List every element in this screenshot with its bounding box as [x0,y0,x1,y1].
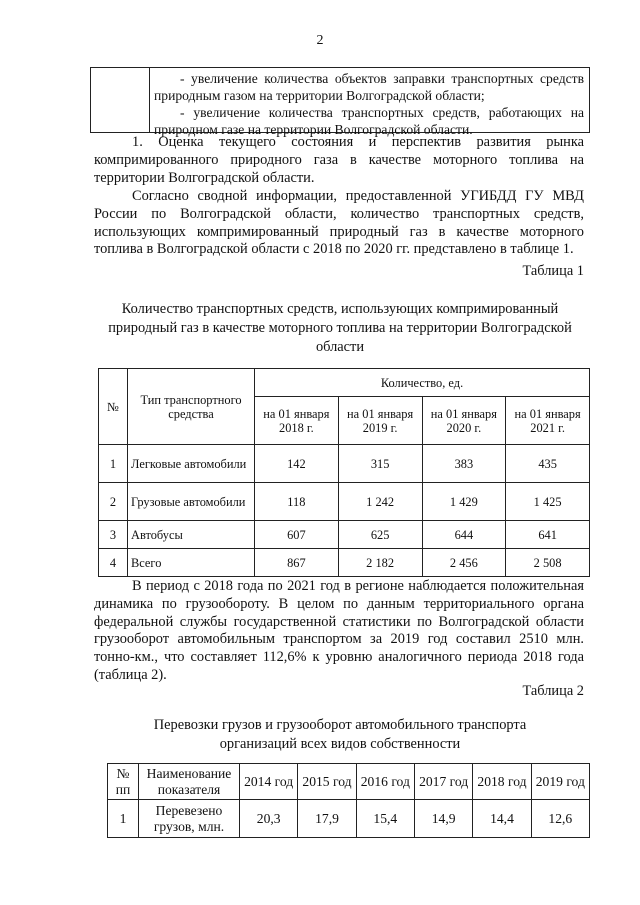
header-cell: Наименование показателя [139,764,240,800]
cell: 383 [422,445,506,483]
header-cell: 2015 год [298,764,356,800]
paragraph: В период с 2018 года по 2021 год в регионе наблюдается положительная динамика по грузообороту. В целом по данным территориального органа федеральной службы государственной статистики по Волгоградской области грузооборот автомобильным транспортом за 2019 год составил 2510 млн. тонно-км., что составляет 112,6% к уровню аналогичного периода 2018 года (таблица 2). [94,578,584,683]
header-cell: 2018 год [473,764,531,800]
header-cell: № пп [108,764,139,800]
header-cell: на 01 января 2019 г. [338,397,422,445]
header-cell: на 01 января 2020 г. [422,397,506,445]
cell: 1 [108,800,139,838]
cell: Всего [128,549,255,577]
cell: Грузовые автомобили [128,483,255,521]
goal-item: - увеличение количества объектов заправки транспортных средств природным газом на территории Волгоградской области; [154,71,584,103]
table-row [99,549,590,577]
cell: 12,6 [531,800,589,838]
cell: 17,9 [298,800,356,838]
cell: 1 [99,445,128,483]
section-heading: 1. Оценка текущего состояния и перспектив развития рынка компримированного природного газа в качестве моторного топлива на территории Волгоградской области. [94,134,584,186]
table-row [99,521,590,549]
cell: 315 [338,445,422,483]
cell: 625 [338,521,422,549]
cell: 607 [255,521,339,549]
page-number: 2 [316,33,324,48]
header-cell: 2014 год [240,764,298,800]
cell: 1 425 [506,483,590,521]
cell: Автобусы [128,521,255,549]
cell: 4 [99,549,128,577]
paragraph: Согласно сводной информации, предоставленной УГИБДД ГУ МВД России по Волгоградской области, количество транспортных средств, использующих компримированный природный газ в качестве моторного топлива в Волгоградской области с 2018 по 2020 гг. представлено в таблице 1. [94,188,584,258]
header-cell: 2017 год [414,764,472,800]
table2-title: Перевозки грузов и грузооборот автомобильного транспорта организаций всех видов собственности [153,717,527,752]
cell: 644 [422,521,506,549]
header-cell: № [99,369,128,445]
header-cell: Тип транспортного средства [128,369,255,445]
cell: 1 242 [338,483,422,521]
table-row [108,800,590,838]
header-cell: 2016 год [356,764,414,800]
table2-caption: Таблица 2 [522,683,584,699]
table2 [107,763,590,838]
table-row [99,483,590,521]
table1-title: Количество транспортных средств, использующих компримированный природный газ в качестве моторного топлива на территории Волгоградской области [108,301,572,355]
cell: 118 [255,483,339,521]
cell: 435 [506,445,590,483]
cell: 142 [255,445,339,483]
header-cell: 2019 год [531,764,589,800]
table1 [98,368,590,577]
cell: 2 508 [506,549,590,577]
header-cell: на 01 января 2018 г. [255,397,339,445]
table1-caption: Таблица 1 [522,263,584,279]
cell: 20,3 [240,800,298,838]
cell: 1 429 [422,483,506,521]
continued-table-cell [90,67,590,137]
goals-list [154,70,584,138]
cell: 867 [255,549,339,577]
header-cell: на 01 января 2021 г. [506,397,590,445]
table-row [99,445,590,483]
empty-cell [91,68,150,132]
cell: 14,4 [473,800,531,838]
header-cell: Количество, ед. [255,369,590,397]
cell: 3 [99,521,128,549]
cell: 15,4 [356,800,414,838]
cell: 14,9 [414,800,472,838]
goal-item: - увеличение количества транспортных средств, работающих на природном газе на территории Волгоградской области. [154,105,584,137]
cell: 2 456 [422,549,506,577]
cell: 641 [506,521,590,549]
cell: Перевезено грузов, млн. [139,800,240,838]
cell: 2 [99,483,128,521]
cell: Легковые автомобили [128,445,255,483]
cell: 2 182 [338,549,422,577]
